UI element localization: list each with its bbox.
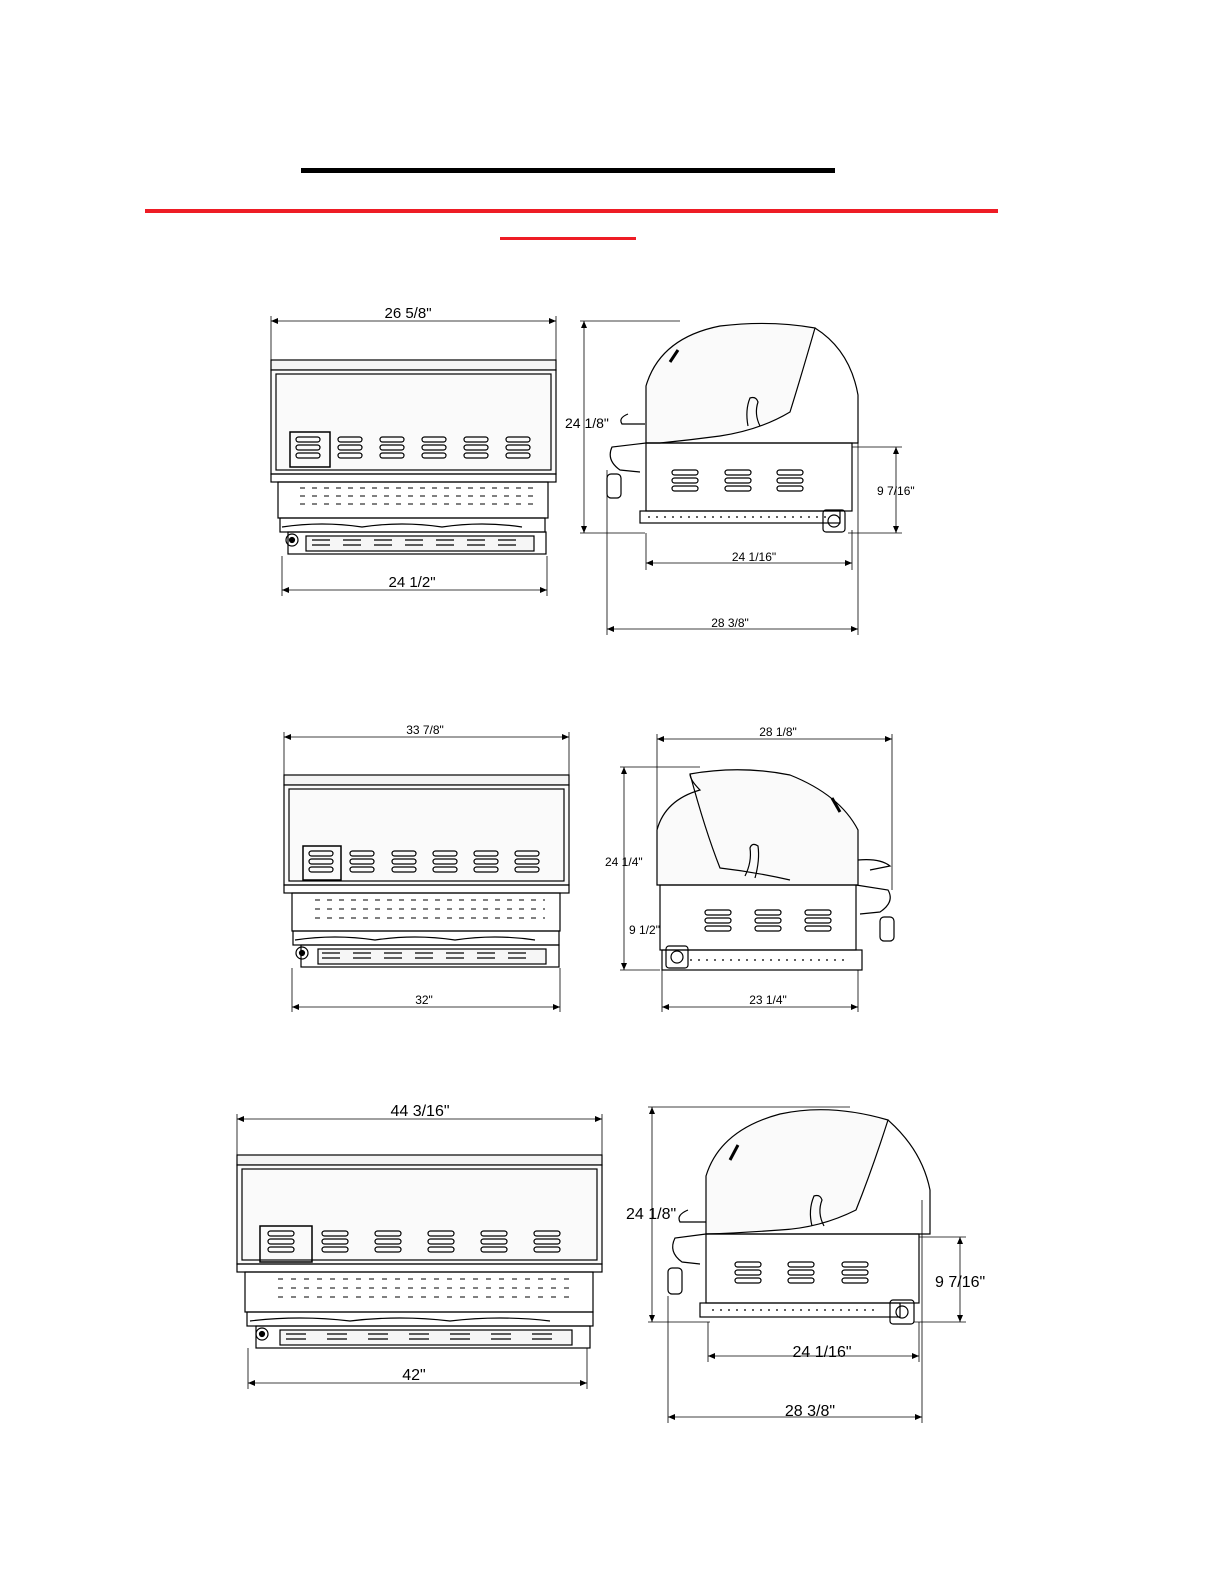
side-3-body-height: 9 7/16" xyxy=(935,1274,986,1291)
side-1-body-height: 9 7/16" xyxy=(877,484,915,498)
front-3-overall-width: 44 3/16" xyxy=(390,1103,450,1120)
side-1-overall-depth: 28 3/8" xyxy=(711,616,749,630)
side-3-overall-depth: 28 3/8" xyxy=(784,1403,836,1420)
front-1-bottom-width: 24 1/2" xyxy=(388,574,436,591)
side-1-body-depth: 24 1/16" xyxy=(731,550,777,564)
front-2-bottom-width: 32" xyxy=(415,993,433,1007)
side-view-3 xyxy=(648,1107,966,1423)
front-view-2 xyxy=(284,732,569,1012)
side-view-2 xyxy=(620,734,894,1012)
side-view-1 xyxy=(580,321,902,635)
front-1-overall-width: 26 5/8" xyxy=(384,305,432,322)
side-2-body-depth: 23 1/4" xyxy=(749,993,787,1007)
side-3-overall-height: 24 1/8" xyxy=(626,1206,677,1223)
drawing-1 xyxy=(271,305,915,635)
drawing-2 xyxy=(284,723,894,1012)
drawing-3 xyxy=(237,1103,985,1423)
side-2-top-depth: 28 1/8" xyxy=(759,725,797,739)
side-2-body-height: 9 1/2" xyxy=(629,923,660,937)
front-3-bottom-width: 42" xyxy=(402,1367,426,1384)
side-2-overall-height: 24 1/4" xyxy=(605,855,643,869)
side-1-overall-height: 24 1/8" xyxy=(565,415,609,431)
front-view-1 xyxy=(271,316,556,596)
side-3-body-depth: 24 1/16" xyxy=(792,1344,852,1361)
front-2-overall-width: 33 7/8" xyxy=(406,723,444,737)
front-view-3 xyxy=(237,1114,602,1389)
